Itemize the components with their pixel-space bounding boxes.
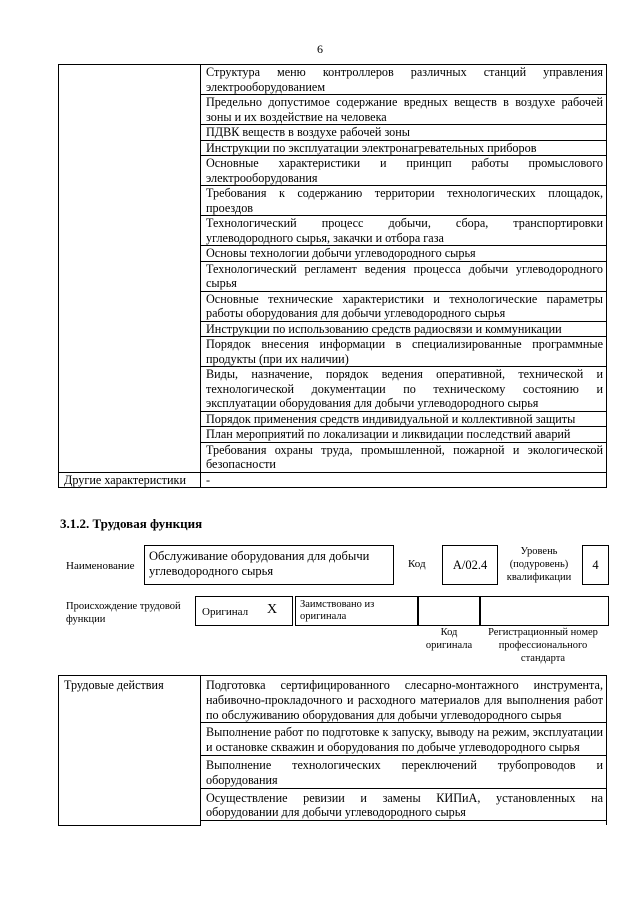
knowledge-item: Основы технологии добычи углеводородного сырья: [201, 246, 607, 262]
original-label: Оригинал: [202, 606, 249, 618]
knowledge-item: Порядок внесения информации в специализированные программные продукты (при их наличии): [201, 337, 607, 367]
function-code: A/02.4: [452, 558, 488, 572]
name-box: [144, 545, 394, 585]
original-box: [195, 596, 293, 626]
code-orig-label: Код оригинала: [425, 627, 473, 651]
knowledge-item: Основные характеристики и принцип работы промыслового электрооборудования: [201, 156, 607, 186]
knowledge-row: [59, 65, 607, 95]
knowledge-item: Инструкции по эксплуатации электронагревательных приборов: [201, 140, 607, 156]
section-title: 3.1.2. Трудовая функция: [60, 516, 203, 531]
action-item: Осуществление ревизии и замены КИПиА, установленных на оборудовании для добычи углеводородного сырья: [201, 788, 607, 821]
code-orig-box: [417, 596, 481, 626]
original-mark: X: [267, 602, 278, 617]
level-value: 4: [592, 558, 599, 572]
action-item: Подготовка сертифицированного слесарно-монтажного инструмента, набивочно-прокладочного и расходного материалов для выполнения работ по обслуживанию оборудования для добычи углеводородного сырья: [201, 676, 607, 723]
action-item: Выполнение технологических переключений трубопроводов и оборудования: [201, 755, 607, 788]
knowledge-item: Инструкции по использованию средств радиосвязи и коммуникации: [201, 321, 607, 337]
knowledge-item: Предельно допустимое содержание вредных веществ в воздухе рабочей зоны и их воздействие на человека: [201, 95, 607, 125]
code-box: [442, 545, 498, 585]
borrowed-box: [295, 596, 419, 626]
level-box: [582, 545, 609, 585]
actions-label: Трудовые действия: [59, 676, 201, 826]
knowledge-item: ПДВК веществ в воздухе рабочей зоны: [201, 125, 607, 141]
name-label: Наименование: [66, 560, 135, 572]
knowledge-item: Виды, назначение, порядок ведения оперативной, технической и технологической документации по техническому состоянию и эксплуатации оборудования для добычи углеводородного сырья: [201, 367, 607, 412]
reg-label: Регистрационный номер профессионального стандарта: [488, 627, 598, 664]
knowledge-item: Требования к содержанию территории технологических площадок, проездов: [201, 186, 607, 216]
action-row: [59, 676, 607, 723]
knowledge-table: [58, 64, 607, 488]
knowledge-item: План мероприятий по локализации и ликвидации последствий аварий: [201, 427, 607, 443]
actions-table: [58, 675, 607, 826]
knowledge-item: Основные технические характеристики и технологические параметры работы оборудования для добычи углеводородного сырья: [201, 291, 607, 321]
reg-box: [479, 596, 609, 626]
code-label: Код: [408, 558, 426, 570]
knowledge-item: Технологический процесс добычи, сбора, транспортировки углеводородного сырья, закачки и отбора газа: [201, 216, 607, 246]
action-item-continued: [201, 821, 607, 826]
other-label: Другие характеристики: [59, 472, 201, 488]
knowledge-item: Технологический регламент ведения процесса добычи углеводородного сырья: [201, 261, 607, 291]
origin-label: Происхождение трудовой функции: [66, 601, 181, 625]
knowledge-label-cell: [59, 65, 201, 473]
action-item: Выполнение работ по подготовке к запуску, выводу на режим, эксплуатации и остановке скважин и оборудования по добыче углеводородного сырья: [201, 723, 607, 756]
knowledge-item: Требования охраны труда, промышленной, пожарной и экологической безопасности: [201, 442, 607, 472]
knowledge-item: Структура меню контроллеров различных станций управления электрооборудованием: [201, 65, 607, 95]
level-label: Уровень (подуровень) квалификации: [506, 546, 572, 583]
other-row: [59, 472, 607, 488]
function-name: Обслуживание оборудования для добычи углеводородного сырья: [149, 549, 370, 578]
knowledge-item: Порядок применения средств индивидуальной и коллективной защиты: [201, 411, 607, 427]
other-value: -: [201, 472, 607, 488]
borrowed-label: Заимствовано из оригинала: [300, 599, 375, 622]
page-number: 6: [317, 42, 323, 56]
